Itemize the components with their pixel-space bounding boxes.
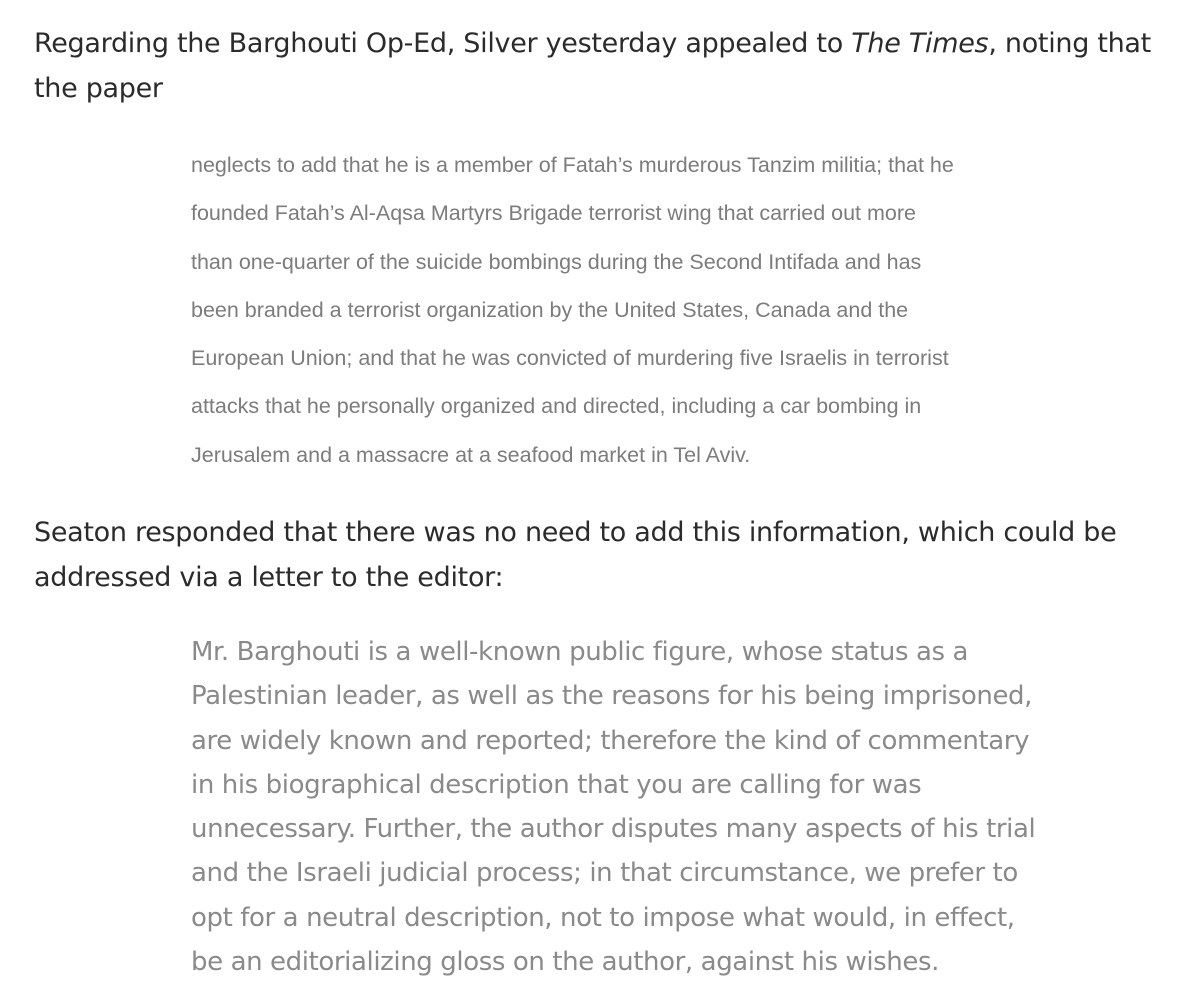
quote-line: Palestinian leader, as well as the reasons for his being imprisoned, [191, 681, 1033, 712]
quote-line: European Union; and that he was convicted of murdering five Israelis in terrorist [191, 346, 949, 371]
quote-line: be an editorializing gloss on the author, against his wishes. [191, 947, 939, 978]
intro-text: Regarding the Barghouti Op-Ed, Silver yesterday appealed to [34, 28, 852, 59]
silver-quote [191, 141, 1091, 479]
quote-line: than one-quarter of the suicide bombings during the Second Intifada and has [191, 249, 922, 274]
quote-line: are widely known and reported; therefore the kind of commentary [191, 725, 1030, 756]
intro-paragraph [34, 21, 1154, 111]
quote-line: neglects to add that he is a member of Fatah’s murderous Tanzim militia; that he [191, 153, 954, 177]
response-line: addressed via a letter to the editor: [34, 562, 504, 593]
response-paragraph [34, 510, 1154, 600]
quote-line: Jerusalem and a massacre at a seafood market in Tel Aviv. [191, 442, 751, 467]
intro-line-1 [34, 21, 1154, 66]
response-line: Seaton responded that there was no need to add this information, which could be [34, 517, 1117, 548]
seaton-quote [191, 630, 1091, 984]
quote-line: Mr. Barghouti is a well-known public figure, whose status as a [191, 637, 969, 667]
quote-line: opt for a neutral description, not to impose what would, in effect, [191, 902, 1015, 933]
intro-line-2: the paper [34, 73, 163, 104]
quote-line: and the Israeli judicial process; in that circumstance, we prefer to [191, 858, 1018, 889]
publication-name: The Times [851, 28, 989, 59]
quote-line: been branded a terrorist organization by the United States, Canada and the [191, 297, 909, 322]
quote-line: founded Fatah’s Al-Aqsa Martyrs Brigade terrorist wing that carried out more [191, 201, 916, 226]
quote-line: attacks that he personally organized and directed, including a car bombing in [191, 394, 922, 419]
quote-line: unnecessary. Further, the author disputes many aspects of his trial [191, 814, 1036, 845]
intro-text-after: , noting that [988, 28, 1151, 59]
quote-line: in his biographical description that you are calling for was [191, 769, 922, 800]
